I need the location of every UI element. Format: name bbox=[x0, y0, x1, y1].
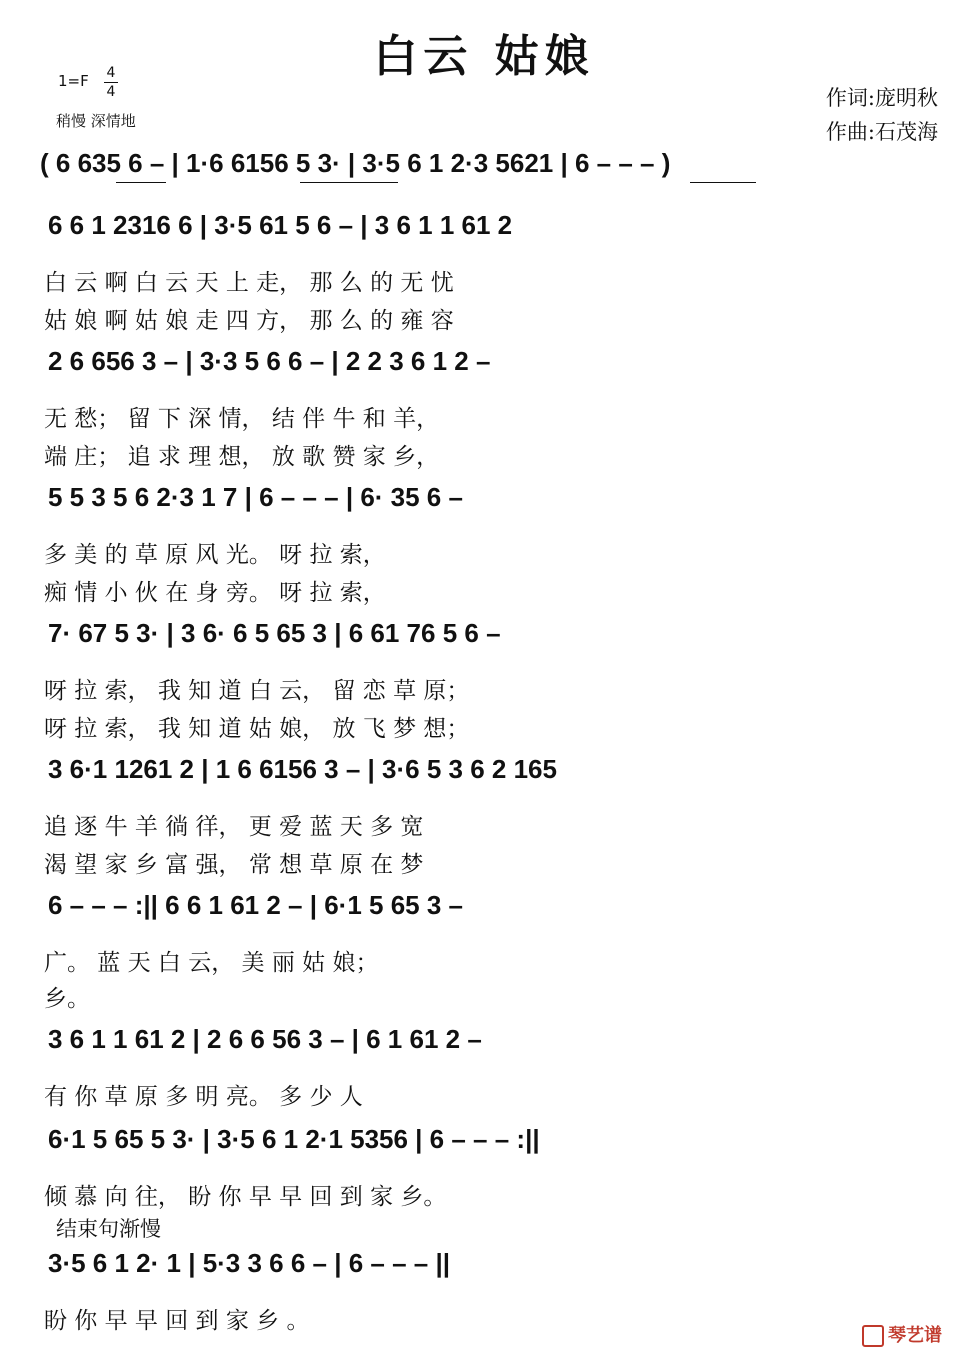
notation-row: 7· 67 5 3· | 3 6· 6 5 65 3 | 6 61 76 5 6 – bbox=[48, 618, 501, 648]
lyric-verse-2: 姑 娘 啊 姑 娘 走 四 方， 那 么 的 雍 容 bbox=[44, 308, 454, 334]
lyric-verse-1: 盼 你 早 早 回 到 家 乡 。 bbox=[44, 1308, 310, 1334]
time-top: 4 bbox=[106, 65, 116, 81]
notation-row: 2 6 656 3 – | 3·3 5 6 6 – | 2 2 3 6 1 2 – bbox=[48, 346, 491, 376]
watermark-logo bbox=[862, 1321, 942, 1347]
lyric-verse-1: 多 美 的 草 原 风 光。 呀 拉 索， bbox=[44, 542, 386, 568]
notation-row: 6 – – – :|| 6 6 1 61 2 – | 6·1 5 65 3 – bbox=[48, 890, 463, 920]
lyric-verse-1: 追 逐 牛 羊 徜 徉， 更 爱 蓝 天 多 宽 bbox=[44, 814, 424, 840]
lyricist-credit: 作词:庞明秋 bbox=[825, 86, 938, 110]
lyric-verse-2: 痴 情 小 伙 在 身 旁。 呀 拉 索， bbox=[44, 580, 386, 606]
lyric-verse-2: 乡。 bbox=[44, 986, 90, 1012]
lyric-verse-1: 倾 慕 向 往， 盼 你 早 早 回 到 家 乡。 bbox=[44, 1184, 447, 1210]
watermark-text: 琴艺谱 bbox=[888, 1325, 942, 1346]
notation-row: 3 6 1 1 61 2 | 2 6 6 56 3 – | 6 1 61 2 – bbox=[48, 1024, 482, 1054]
composer-credit: 作曲:石茂海 bbox=[825, 120, 938, 144]
notation-row: 3·5 6 1 2· 1 | 5·3 3 6 6 – | 6 – – – || bbox=[48, 1248, 451, 1278]
lyric-verse-1: 白 云 啊 白 云 天 上 走， 那 么 的 无 忧 bbox=[44, 270, 454, 296]
time-bottom: 4 bbox=[106, 84, 116, 100]
tempo-marking: 稍慢 深情地 bbox=[56, 112, 136, 130]
lyric-verse-2: 渴 望 家 乡 富 强， 常 想 草 原 在 梦 bbox=[44, 852, 424, 878]
lyric-verse-1: 广。 蓝 天 白 云， 美 丽 姑 娘； bbox=[44, 950, 379, 976]
lyric-verse-1: 有 你 草 原 多 明 亮。 多 少 人 bbox=[44, 1084, 363, 1110]
notation-row: 6·1 5 65 5 3· | 3·5 6 1 2·1 5356 | 6 – – – :|| bbox=[48, 1124, 540, 1154]
logo-icon bbox=[862, 1325, 884, 1347]
lyric-verse-2: 呀 拉 索， 我 知 道 姑 娘， 放 飞 梦 想； bbox=[44, 716, 470, 742]
notation-row: 3 6·1 1261 2 | 1 6 6156 3 – | 3·6 5 3 6 2 165 bbox=[48, 754, 557, 784]
ending-note: 结束句渐慢 bbox=[56, 1217, 161, 1241]
lyric-verse-1: 无 愁； 留 下 深 情， 结 伴 牛 和 羊， bbox=[44, 406, 440, 432]
time-signature bbox=[104, 64, 118, 101]
notation-row: 6 6 1 2316 6 | 3·5 61 5 6 – | 3 6 1 1 61 2 bbox=[48, 210, 513, 240]
page-title: 白云 姑娘 bbox=[373, 31, 595, 82]
key-signature: 1=F bbox=[58, 72, 89, 90]
lyric-verse-2: 端 庄； 追 求 理 想， 放 歌 赞 家 乡， bbox=[44, 444, 440, 470]
beam-line bbox=[690, 182, 756, 184]
beam-line bbox=[116, 182, 166, 184]
notation-row: ( 6 635 6 – | 1·6 6156 5 3· | 3·5 6 1 2·3 5621 | 6 – – – ) bbox=[40, 148, 671, 178]
lyric-verse-1: 呀 拉 索， 我 知 道 白 云， 留 恋 草 原； bbox=[44, 678, 470, 704]
beam-line bbox=[300, 182, 398, 184]
notation-row: 5 5 3 5 6 2·3 1 7 | 6 – – – | 6· 35 6 – bbox=[48, 482, 463, 512]
